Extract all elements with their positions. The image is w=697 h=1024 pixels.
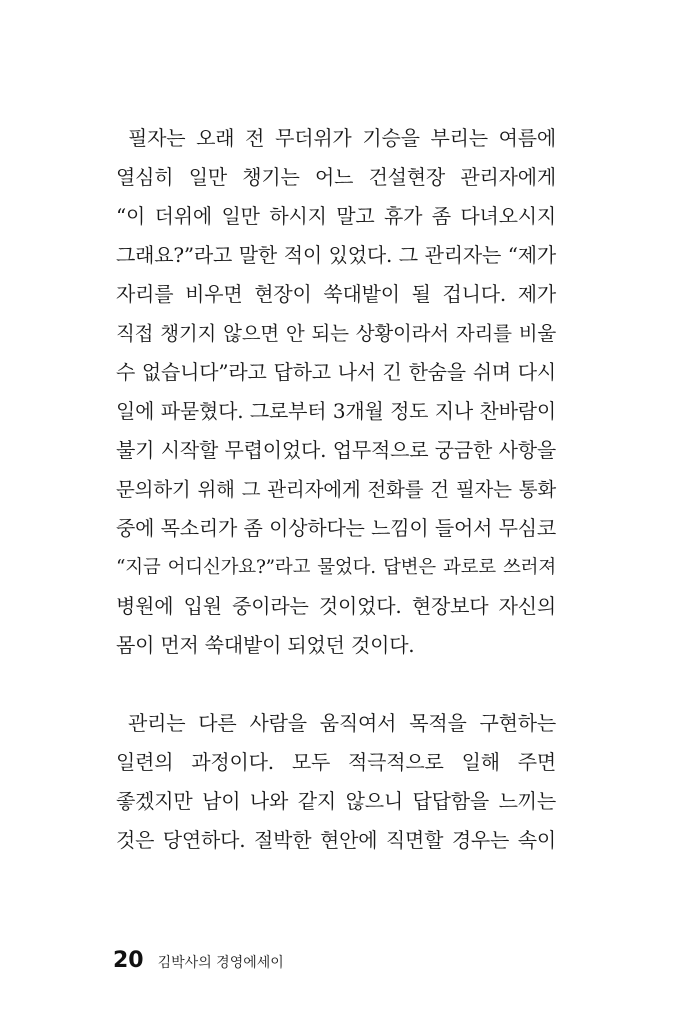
text-line: 수 없습니다”라고 답하고 나서 긴 한숨을 쉬며 다시 — [116, 360, 556, 384]
running-title: 김박사의 경영에세이 — [157, 955, 284, 971]
text-line: 몸이 먼저 쑥대밭이 되었던 것이다. — [116, 633, 415, 657]
text-line: 병원에 입원 중이라는 것이었다. 현장보다 자신의 — [116, 594, 556, 618]
page-footer — [113, 948, 284, 978]
text-line: 직접 챙기지 않으면 안 되는 상황이라서 자리를 비울 — [116, 322, 556, 345]
text-line: “지금 어디신가요?”라고 물었다. 답변은 과로로 쓰러져 — [116, 557, 556, 578]
text-line: 중에 목소리가 좀 이상하다는 느낌이 들어서 무심코 — [116, 516, 556, 540]
paragraph-1 — [116, 119, 556, 665]
text-line: “이 더위에 일만 하시지 말고 휴가 좀 다녀오시지 — [116, 204, 556, 228]
text-line: 일에 파묻혔다. 그로부터 3개월 정도 지나 찬바람이 — [116, 399, 556, 423]
text-line: 문의하기 위해 그 관리자에게 전화를 건 필자는 통화 — [116, 478, 556, 501]
paragraph-2 — [116, 704, 556, 860]
text-line: 것은 당연하다. 절박한 현안에 직면할 경우는 속이 — [116, 828, 556, 852]
text-line: 자리를 비우면 현장이 쑥대밭이 될 겁니다. 제가 — [116, 282, 556, 306]
page-number: 20 — [113, 948, 144, 973]
text-line: 불기 시작할 무렵이었다. 업무적으로 궁금한 사항을 — [116, 438, 556, 462]
text-line: 필자는 오래 전 무더위가 기승을 부리는 여름에 — [128, 126, 556, 150]
text-line: 관리는 다른 사람을 움직여서 목적을 구현하는 — [128, 711, 556, 735]
text-line: 열심히 일만 챙기는 어느 건설현장 관리자에게 — [116, 165, 556, 189]
text-line: 그래요?”라고 말한 적이 있었다. 그 관리자는 “제가 — [116, 243, 556, 267]
text-line: 좋겠지만 남이 나와 같지 않으니 답답함을 느끼는 — [116, 789, 556, 813]
text-line: 일련의 과정이다. 모두 적극적으로 일해 주면 — [116, 750, 556, 774]
